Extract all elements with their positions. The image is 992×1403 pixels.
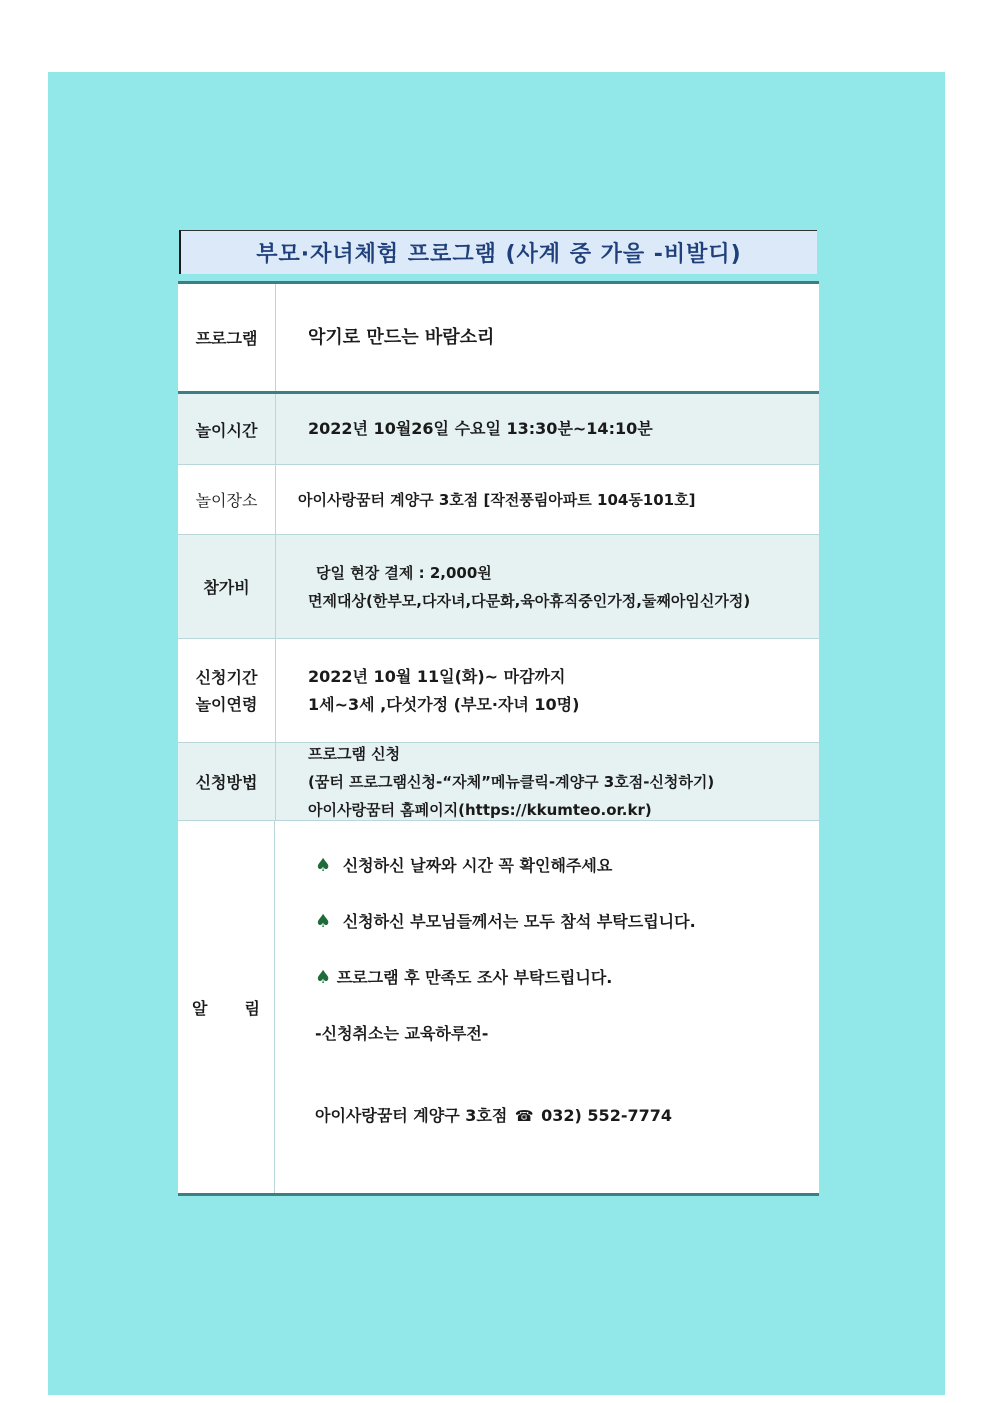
notice-item-2-text: 신청하신 부모님들께서는 모두 참석 부탁드립니다. xyxy=(342,912,696,931)
program-value xyxy=(276,284,819,391)
place-text: 아이사랑꿈터 계양구 3호점 [작전풍림아파트 104동101호] xyxy=(298,490,696,509)
spade-icon: ♠ xyxy=(315,855,332,876)
fee-line-2: 면제대상(한부모,다자녀,다문화,육아휴직중인가정,둘째아임신가정) xyxy=(308,591,751,610)
row-time xyxy=(178,394,819,465)
spade-icon: ♠ xyxy=(315,911,332,932)
method-line-2: (꿈터 프로그램신청-“자체”메뉴클릭-계양구 3호점-신청하기) xyxy=(308,772,715,791)
notice-item-2 xyxy=(315,911,819,933)
fee-line-1: 당일 현장 결제 : 2,000원 xyxy=(316,563,492,582)
row-method xyxy=(178,743,819,821)
page-title: 부모·자녀체험 프로그램 (사계 중 가을 -비발디) xyxy=(179,230,817,274)
contact-line xyxy=(315,1105,819,1127)
contact-phone: 032) 552-7774 xyxy=(541,1106,672,1125)
place-label: 놀이장소 xyxy=(178,465,276,534)
method-line-3: 아이사랑꿈터 홈페이지(https://kkumteo.or.kr) xyxy=(308,800,652,819)
method-value xyxy=(276,743,819,820)
contact-name: 아이사랑꿈터 계양구 3호점 xyxy=(315,1106,508,1125)
notice-item-1 xyxy=(315,855,819,877)
row-place xyxy=(178,465,819,535)
row-notice xyxy=(178,821,819,1193)
notice-item-4-text: -신청취소는 교육하루전- xyxy=(315,1024,489,1043)
period-label-2: 놀이연령 xyxy=(195,694,258,714)
fee-label: 참가비 xyxy=(178,535,276,638)
notice-label xyxy=(178,821,275,1193)
row-fee xyxy=(178,535,819,639)
spade-icon: ♠ xyxy=(315,967,332,988)
notice-item-3 xyxy=(315,967,819,989)
period-label-1: 신청기간 xyxy=(195,667,258,687)
row-period xyxy=(178,639,819,743)
notice-label-left: 알 xyxy=(192,998,208,1018)
notice-item-3-text: 프로그램 후 만족도 조사 부탁드립니다. xyxy=(336,968,613,987)
program-label: 프로그램 xyxy=(178,284,276,391)
period-label xyxy=(178,639,276,742)
time-text: 2022년 10월26일 수요일 13:30분~14:10분 xyxy=(308,419,653,438)
period-line-2: 1세~3세 ,다섯가정 (부모·자녀 10명) xyxy=(308,694,580,714)
place-value xyxy=(276,465,819,534)
method-label: 신청방법 xyxy=(178,743,276,820)
row-program xyxy=(178,284,819,394)
notice-label-right: 림 xyxy=(244,998,260,1018)
time-value xyxy=(276,394,819,464)
info-table xyxy=(178,281,819,1196)
period-line-1: 2022년 10월 11일(화)~ 마감까지 xyxy=(308,666,566,686)
fee-value xyxy=(276,535,819,638)
notice-item-4 xyxy=(315,1023,819,1045)
phone-icon: ☎ xyxy=(514,1107,534,1125)
time-label: 놀이시간 xyxy=(178,394,276,464)
notice-item-1-text: 신청하신 날짜와 시간 꼭 확인해주세요 xyxy=(342,856,613,875)
method-line-1: 프로그램 신청 xyxy=(308,744,401,763)
notice-value xyxy=(275,821,819,1193)
program-name: 악기로 만드는 바람소리 xyxy=(308,326,495,348)
period-value xyxy=(276,639,819,742)
